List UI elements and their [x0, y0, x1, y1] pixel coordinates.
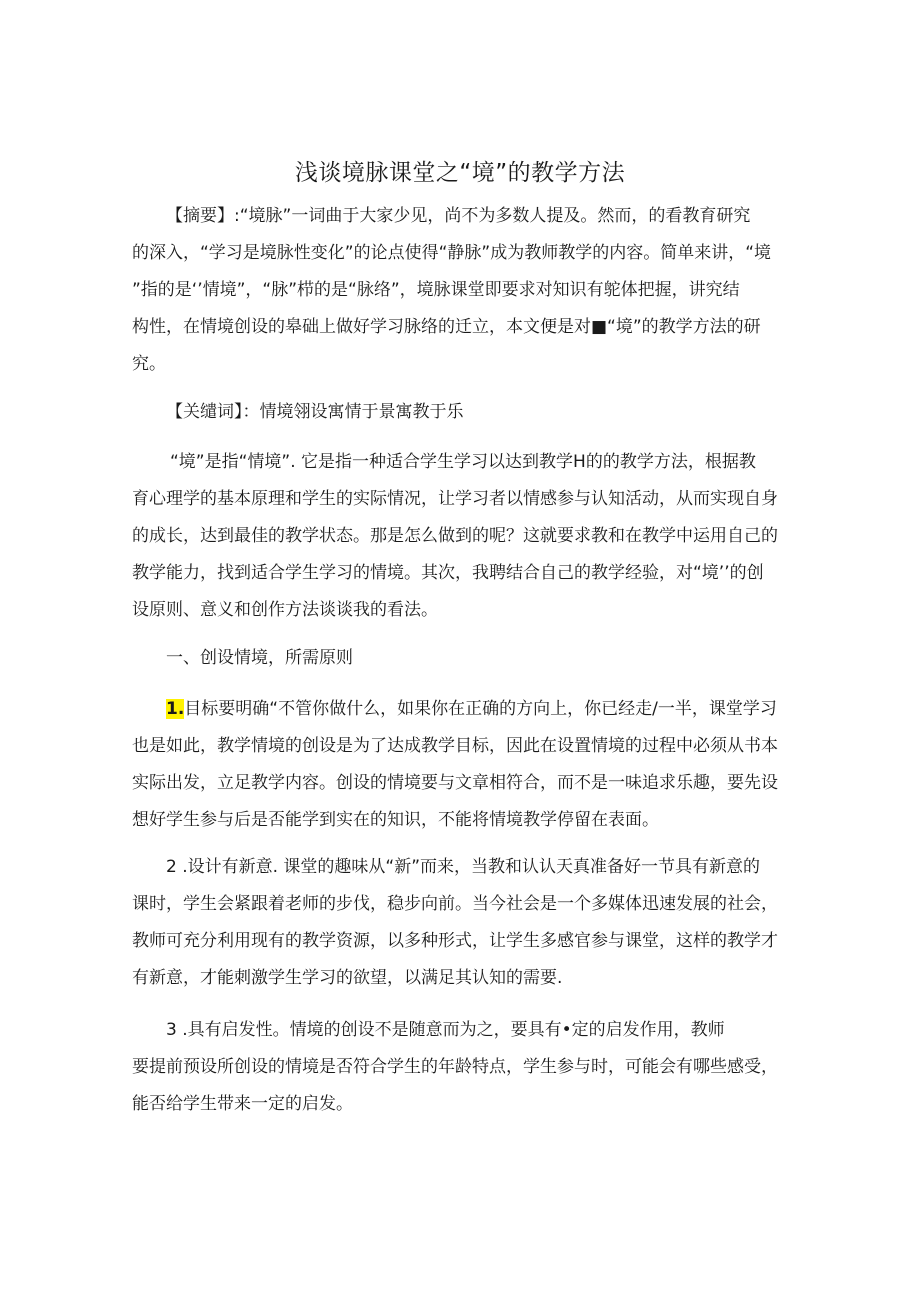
item3-line: 能否给学生带来一定的启发。 [132, 1094, 353, 1114]
item3-paragraph [132, 1012, 792, 1123]
abstract-line: 【摘要】:“境脉”一词曲于大家少见，尚不为多数人提及。然而，的看教育研究 [166, 206, 751, 226]
section1-heading: 一、创设情境，所需原则 [166, 648, 353, 668]
intro-paragraph [132, 444, 792, 629]
item2-line: 教师可充分利用现有的教学资源，以多种形式，让学生多感官参与课堂，这样的教学才 [132, 931, 778, 951]
abstract-line: ”指的是‘’情境”，“脉”栉的是“脉络”，境脉课堂即要求对知识有鸵体把握，讲究结 [132, 280, 740, 300]
document-title: 浅谈境脉课堂之“境”的教学方法 [294, 160, 626, 186]
section-heading [132, 640, 792, 677]
intro-line: 育心理学的基本原理和学生的实际情况，让学习者以情感参与认知活动，从而实现自身 [132, 489, 778, 509]
item2-line: 有新意，才能刺激学生学习的欲望，以满足其认知的需要. [132, 968, 563, 988]
intro-line: 的成长，达到最佳的教学状态。那是怎么做到的呢？这就要求教和在教学中运用自己的 [132, 526, 778, 546]
abstract-line: 的深入，“学习是境脉性变化”的论点使得“静脉”成为教师教学的内容。简单来讲，“境 [132, 243, 772, 263]
item1-line: 实际出发，立足教学内容。创设的情境要与文章相符合，而不是一味追求乐趣，要先设 [132, 773, 778, 793]
item2-line: 2 .设计有新意. 课堂的趣味从“新”而来，当教和认认天真准备好一节具有新意的 [166, 857, 761, 877]
abstract-line: 究。 [132, 354, 166, 374]
keywords-paragraph [132, 394, 792, 431]
intro-line: 教学能力，找到适合学生学习的情境。其次，我聘结合自己的教学经验，对“境’’的创 [132, 563, 764, 583]
keywords-line: 【关缱词】：情境翎设寓情于景寓教于乐 [166, 402, 464, 422]
item1-number-highlight: 1. [166, 699, 185, 719]
item3-line: 要提前预设所创设的情境是否符合学生的年龄特点，学生参与时，可能会有哪些感受， [132, 1057, 778, 1077]
intro-line: 设原则、意义和创作方法谈谈我的看法。 [132, 600, 438, 620]
abstract-line: 构性，在情境创设的皋础上做好学习脉络的迁立，本文便是对■“境”的教学方法的研 [132, 317, 761, 337]
item1-paragraph [132, 691, 792, 839]
item2-line: 课时，学生会紧跟着老师的步伐，稳步向前。当今社会是一个多媒体迅速发展的社会， [132, 894, 778, 914]
item1-first-text: 目标要明确“不管你做什么，如果你在正确的方向上，你已经走/一半，课堂学习 [184, 699, 777, 719]
item1-line: 也是如此，教学情境的创设是为了达成教学目标，因此在设置情境的过程中必须从书本 [132, 736, 778, 756]
item3-line: 3 .具有启发性。情境的创设不是随意而为之，要具有•定的启发作用，教师 [166, 1020, 725, 1040]
intro-line: “境”是指“情境”. 它是指一种适合学生学习以达到教学H的的教学方法，根据教 [170, 452, 756, 472]
abstract-paragraph [132, 198, 792, 383]
item2-paragraph [132, 849, 792, 997]
item1-first-line [132, 691, 792, 728]
item1-line: 想好学生参与后是否能学到实在的知识，不能将情境教学停留在表面。 [132, 810, 659, 830]
